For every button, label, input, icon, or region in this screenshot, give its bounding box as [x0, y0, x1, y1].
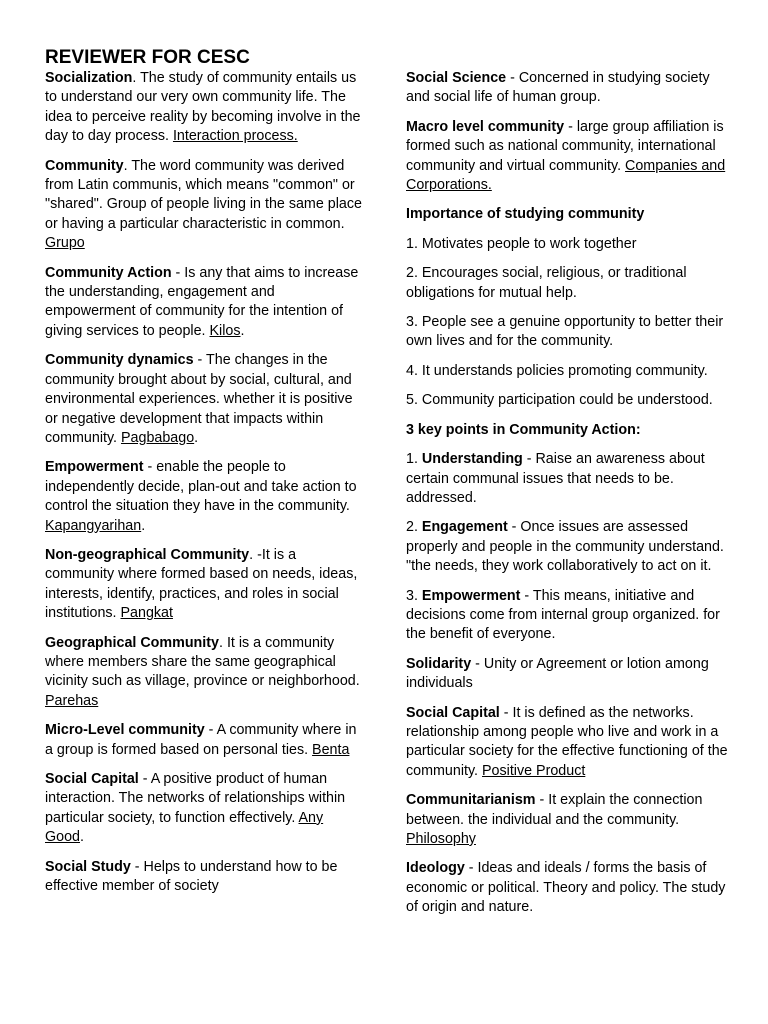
entry-non-geographical-community: Non-geographical Community. -It is a community where formed based on needs, ideas, interests, identify, practices, and roles in social institutions. Pangkat: [45, 546, 358, 622]
entry-socialization: Socialization. The study of community entails us to understand our very own community life. The idea to perceive reality by becoming involve in the day to day process. Interaction process.: [45, 70, 361, 145]
entry-term: Empowerment: [421, 587, 521, 604]
importance-item: 1. Motivates people to work together: [406, 235, 637, 252]
importance-heading: Importance of studying community: [406, 206, 645, 223]
entry-term: Community dynamics: [45, 352, 194, 369]
entry-term: Ideology: [406, 860, 465, 877]
entry-term: Community Action: [45, 264, 172, 281]
left-column: [45, 69, 363, 906]
entry-definition: Helps to understand how to be effective member of society: [45, 858, 338, 895]
entry-translation: Pangkat: [120, 605, 173, 622]
importance-item: 3. People see a genuine opportunity to better their own lives and for the community.: [406, 314, 724, 350]
entry-definition: A positive product of human interaction. The networks of relationships within particular society, to function effectively.: [45, 771, 346, 826]
key-point-empowerment: 3. Empowerment - This means, initiative and decisions come from internal group organized. for the benefit of everyone.: [406, 587, 720, 643]
entry-social-science: Social Science - Concerned in studying society and social life of human group.: [406, 70, 710, 106]
entry-definition: enable the people to independently decide, plan-out and take action to control the situation they have in the community.: [45, 459, 357, 515]
entry-definition: The word community was derived from Latin communis, which means "common" or "shared". Group of people living in the same place or having a particular characteristic in common.: [45, 157, 362, 232]
entry-empowerment: Empowerment - enable the people to independently decide, plan-out and take action to control the situation they have in the community. Kapangyarihan.: [45, 459, 357, 534]
entry-term: Communitarianism: [406, 792, 536, 809]
importance-item: 2. Encourages social, religious, or traditional obligations for mutual help.: [406, 265, 687, 301]
entry-term: Understanding: [421, 451, 523, 468]
entry-geographical-community: Geographical Community. It is a community where members share the same geographical vicinity such as village, province or neighborhood. Parehas: [45, 634, 360, 709]
entry-definition: It is defined as the networks. relationship among people who live and work in a particular society for the effective functioning of the community.: [406, 704, 728, 779]
entry-term: Macro level community: [406, 118, 565, 135]
entry-social-capital: Social Capital - A positive product of human interaction. The networks of relationships within particular society, to function effectively. Any Good.: [45, 771, 346, 846]
entry-term: Engagement: [421, 519, 508, 536]
entry-micro-level-community: Micro-Level community - A community where in a group is formed based on personal ties. Benta: [45, 722, 357, 758]
entry-definition: - Raise an awareness about certain communal issues that needs to be. addressed.: [406, 451, 705, 506]
entry-macro-level-community: Macro level community - large group affiliation is formed such as national community, international community and virtual community. Companies and Corporations.: [406, 118, 726, 194]
entry-social-capital-2: Social Capital - It is defined as the networks. relationship among people who live and work in a particular society for the effective functioning of the community. Positive Product: [406, 704, 728, 779]
entry-translation: Philosophy: [406, 831, 476, 847]
entry-ideology: Ideology - Ideas and ideals / forms the basis of economic or political. Theory and policy. The study of origin and nature.: [406, 860, 726, 916]
entry-term: Social Capital: [406, 704, 500, 721]
entry-translation: Any Good: [45, 809, 324, 846]
entry-definition: Unity or Agreement or lotion among individuals: [406, 655, 709, 692]
entry-translation: Parehas: [45, 692, 99, 709]
entry-term: Micro-Level community: [45, 722, 205, 739]
key-point-engagement: 2. Engagement - Once issues are assessed properly and people in the community understand. "the needs, they work collaboratively to act on it.: [406, 519, 724, 575]
entry-term: Socialization: [45, 70, 133, 86]
key-point-understanding: 1. Understanding - Raise an awareness about certain communal issues that needs to be. addressed.: [406, 451, 705, 506]
entry-definition: The study of community entails us to understand our very own community life. The idea to perceive reality by becoming involve in the day to day process.: [45, 70, 361, 145]
entry-definition: Ideas and ideals / forms the basis of economic or political. Theory and policy. The study of origin and nature.: [406, 860, 726, 916]
entry-term: Geographical Community: [45, 634, 219, 651]
right-column: [406, 69, 728, 928]
entry-definition: It is a community where members share the same geographical vicinity such as village, province or neighborhood.: [45, 634, 360, 690]
entry-translation: Kapangyarihan: [45, 517, 142, 534]
entry-community-action: Community Action - Is any that aims to increase the understanding, engagement and empowerment of community for the intention of giving services to people. Kilos.: [45, 264, 359, 339]
document-title: REVIEWER FOR CESC: [45, 47, 250, 68]
entry-term: Community: [45, 157, 124, 174]
entry-definition: large group affiliation is formed such as national community, international community and virtual community.: [406, 118, 724, 174]
entry-translation: Companies and Corporations.: [406, 157, 726, 194]
entry-social-study: Social Study - Helps to understand how to be effective member of society: [45, 858, 338, 895]
key-points-heading: 3 key points in Community Action:: [406, 421, 641, 438]
entry-translation: Positive Product: [482, 762, 586, 779]
importance-item: 4. It understands policies promoting community.: [406, 362, 708, 379]
entry-translation: Kilos: [209, 322, 241, 339]
entry-solidarity: Solidarity - Unity or Agreement or lotion among individuals: [406, 655, 709, 692]
entry-definition: A community where in a group is formed based on personal ties.: [45, 722, 357, 758]
entry-term: Social Science: [406, 70, 507, 86]
entry-definition: - Once issues are assessed properly and people in the community understand. "the needs, they work collaboratively to act on it.: [406, 519, 724, 575]
entry-translation: Interaction process.: [172, 128, 298, 145]
entry-definition: Concerned in studying society and social life of human group.: [406, 70, 710, 106]
entry-definition: - This means, initiative and decisions come from internal group organized. for the benefit of everyone.: [406, 587, 720, 643]
entry-term: Solidarity: [406, 655, 472, 672]
entry-term: Social Study: [45, 858, 131, 875]
entry-translation: Pagbabago: [121, 429, 195, 446]
entry-definition: -It is a community where formed based on needs, ideas, interests, identify, practices, and roles in social institutions.: [45, 546, 358, 622]
entry-definition: The changes in the community brought about by social, cultural, and environmental experiences. whether it is positive or negative development that impacts within community.: [45, 352, 353, 446]
entry-term: Social Capital: [45, 771, 139, 787]
entry-translation: Benta: [312, 741, 350, 758]
entry-term: Non-geographical Community: [45, 546, 250, 563]
importance-item: 5. Community participation could be understood.: [406, 392, 713, 409]
entry-term: Empowerment: [45, 459, 144, 476]
entry-translation: Grupo: [45, 235, 85, 252]
entry-communitarianism: Communitarianism - It explain the connection between. the individual and the community. Philosophy: [406, 792, 703, 847]
entry-community: Community. The word community was derived from Latin communis, which means "common" or "shared". Group of people living in the same place or having a particular characteristic in common. Grupo: [45, 157, 362, 252]
entry-community-dynamics: Community dynamics - The changes in the community brought about by social, cultural, and environmental experiences. whether it is positive or negative development that impacts within community. Pagbabago.: [45, 352, 353, 446]
entry-definition: Is any that aims to increase the understanding, engagement and empowerment of community for the intention of giving services to people.: [45, 264, 359, 339]
entry-definition: It explain the connection between. the individual and the community.: [406, 792, 703, 828]
